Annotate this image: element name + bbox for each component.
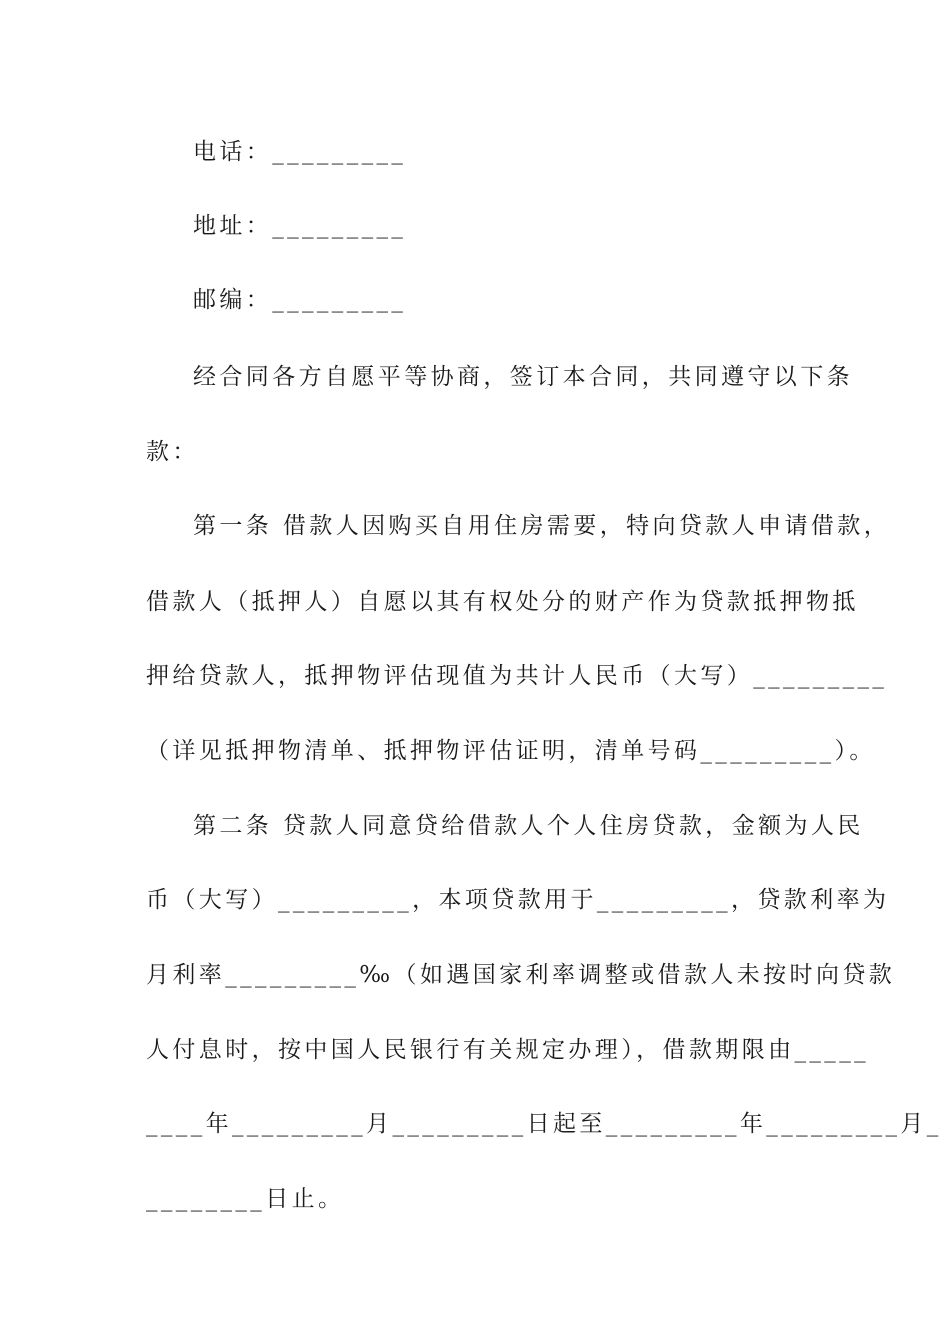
article-2-line-3: 月利率_________‰（如遇国家利率调整或借款人未按时向贷款 <box>146 962 896 988</box>
preamble-line-2: 款： <box>146 439 199 465</box>
article-1-line-4: （详见抵押物清单、抵押物评估证明，清单号码_________）。 <box>146 738 876 764</box>
article-2-line-1: 第二条 贷款人同意贷给借款人个人住房贷款，金额为人民 <box>193 813 864 839</box>
address-field-line: 地址：_________ <box>193 213 407 239</box>
article-2-line-5: ____年_________月_________日起至_________年_________月_ <box>146 1111 942 1137</box>
article-1-line-3: 押给贷款人，抵押物评估现值为共计人民币（大写）_________ <box>146 663 888 689</box>
article-2-line-6: ________日止。 <box>146 1186 345 1212</box>
phone-field-line: 电话：_________ <box>193 139 407 165</box>
postcode-field-line: 邮编：_________ <box>193 287 407 313</box>
preamble-line-1: 经合同各方自愿平等协商，签订本合同，共同遵守以下条 <box>193 364 853 390</box>
article-2-line-2: 币（大写）_________，本项贷款用于_________，贷款利率为 <box>146 887 890 913</box>
article-1-line-2: 借款人（抵押人）自愿以其有权处分的财产作为贷款抵押物抵 <box>146 589 859 615</box>
article-1-line-1: 第一条 借款人因购买自用住房需要，特向贷款人申请借款， <box>193 513 891 539</box>
article-2-line-4: 人付息时，按中国人民银行有关规定办理），借款期限由_____ <box>146 1037 869 1063</box>
